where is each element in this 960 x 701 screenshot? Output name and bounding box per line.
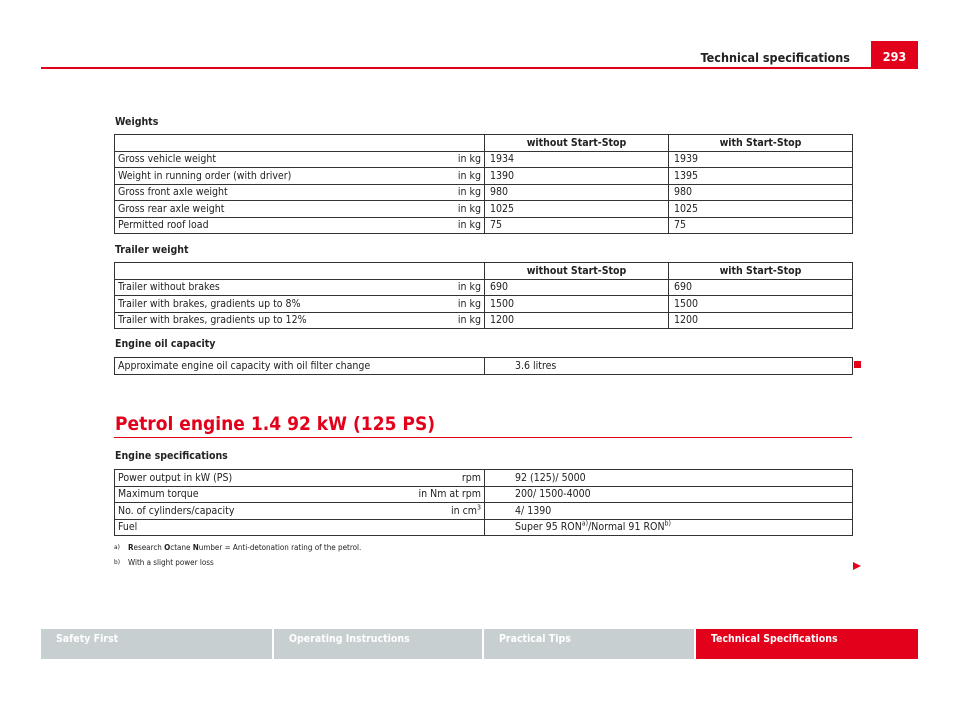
table-row: [115, 168, 853, 185]
row-unit: in kg: [265, 184, 485, 201]
fuel-value-a: Super 95 RON: [515, 521, 582, 534]
footnote-ref-b: b): [664, 519, 671, 528]
row-unit: rpm: [315, 470, 485, 487]
table-row: [115, 151, 853, 168]
row-value: 75: [485, 217, 669, 234]
row-label: Maximum torque: [115, 486, 315, 503]
row-label: Weight in running order (with driver): [115, 168, 265, 185]
nav-tab-safety-first[interactable]: Safety First: [41, 629, 272, 659]
nav-tab-practical-tips[interactable]: Practical Tips: [484, 629, 694, 659]
row-value: 200/ 1500-4000: [485, 486, 853, 503]
continue-arrow-icon: [853, 562, 861, 570]
row-value: 1200: [485, 312, 669, 329]
col-header: with Start-Stop: [669, 263, 853, 280]
table-row: [115, 312, 853, 329]
row-label: Gross front axle weight: [115, 184, 265, 201]
section-heading: Petrol engine 1.4 92 kW (125 PS): [115, 413, 436, 435]
row-value: 1025: [669, 201, 853, 218]
col-header: with Start-Stop: [669, 135, 853, 152]
table-row: [115, 217, 853, 234]
row-value: 980: [669, 184, 853, 201]
nav-tab-operating-instructions[interactable]: Operating Instructions: [274, 629, 482, 659]
row-value: 3.6 litres: [485, 358, 853, 375]
row-value: 4/ 1390: [485, 503, 853, 520]
row-value-cell: [485, 519, 853, 536]
table-row: [115, 519, 853, 536]
footnote-mark: b): [114, 558, 120, 566]
page-header-title: Technical specifications: [700, 50, 850, 65]
row-value: 980: [485, 184, 669, 201]
row-value: 1025: [485, 201, 669, 218]
footnote-bold-letter: N: [192, 543, 199, 552]
table-row: [115, 296, 853, 313]
row-label: Approximate engine oil capacity with oil filter change: [115, 358, 485, 375]
table-row: [115, 503, 853, 520]
row-unit: in cm: [450, 504, 477, 517]
unit-superscript: 3: [476, 503, 481, 512]
col-header: without Start-Stop: [485, 135, 669, 152]
table-header-row: [115, 135, 853, 152]
fuel-value-b: /Normal 91 RON: [588, 521, 665, 534]
row-value: 1500: [669, 296, 853, 313]
footnote-bold-letter: R: [128, 543, 134, 552]
row-label: Fuel: [115, 519, 315, 536]
row-unit: in kg: [265, 168, 485, 185]
trailer-weight-label: Trailer weight: [115, 244, 189, 256]
row-value: 75: [669, 217, 853, 234]
table-row: [115, 486, 853, 503]
row-label: Gross vehicle weight: [115, 151, 265, 168]
row-unit: in kg: [265, 217, 485, 234]
footnote-ref-a: a): [581, 519, 589, 528]
row-value: 1395: [669, 168, 853, 185]
engine-oil-label: Engine oil capacity: [115, 338, 216, 350]
footnote-mark: a): [114, 543, 120, 551]
engine-specs-label: Engine specifications: [115, 450, 228, 462]
table-row: [115, 201, 853, 218]
footnote-bold-letter: O: [164, 543, 171, 552]
page-number-badge: 293: [871, 41, 918, 68]
row-value: 690: [485, 279, 669, 296]
header-divider: [41, 67, 918, 69]
row-label: No. of cylinders/capacity: [115, 503, 315, 520]
row-unit: in kg: [265, 312, 485, 329]
table-header-row: [115, 263, 853, 280]
row-unit: in kg: [265, 279, 485, 296]
section-divider: [114, 437, 852, 438]
bottom-chapter-nav: [41, 629, 918, 659]
engine-specs-table: [114, 469, 853, 536]
footnote-text: ctane: [170, 543, 193, 552]
nav-tab-technical-specifications[interactable]: Technical Specifications: [696, 629, 918, 659]
row-label: Trailer with brakes, gradients up to 12%: [115, 312, 265, 329]
col-header: without Start-Stop: [485, 263, 669, 280]
footnote-text: umber = Anti-detonation rating of the petrol.: [198, 543, 362, 552]
row-unit: in kg: [265, 151, 485, 168]
row-unit: in kg: [265, 296, 485, 313]
oil-table: [114, 357, 853, 375]
table-row: [115, 279, 853, 296]
row-value: 1939: [669, 151, 853, 168]
footnote-text: With a slight power loss: [128, 558, 214, 567]
footnote-b: [114, 558, 214, 567]
table-row: [115, 470, 853, 487]
row-unit: in Nm at rpm: [315, 486, 485, 503]
row-unit: [315, 519, 485, 536]
weights-table: [114, 134, 853, 234]
footnote-text: esearch: [133, 543, 165, 552]
weights-label: Weights: [115, 116, 159, 128]
row-label: Gross rear axle weight: [115, 201, 265, 218]
trailer-table: [114, 262, 853, 329]
row-value: 92 (125)/ 5000: [485, 470, 853, 487]
row-unit: in kg: [265, 201, 485, 218]
row-label: Trailer with brakes, gradients up to 8%: [115, 296, 265, 313]
table-row: [115, 358, 853, 375]
row-label: Trailer without brakes: [115, 279, 265, 296]
table-row: [115, 184, 853, 201]
row-unit-cell: [315, 503, 485, 520]
row-label: Power output in kW (PS): [115, 470, 315, 487]
row-label: Permitted roof load: [115, 217, 265, 234]
footnote-a: [114, 543, 361, 552]
row-value: 1934: [485, 151, 669, 168]
row-value: 1390: [485, 168, 669, 185]
row-value: 690: [669, 279, 853, 296]
row-value: 1200: [669, 312, 853, 329]
row-value: 1500: [485, 296, 669, 313]
end-of-section-marker: [854, 361, 861, 368]
